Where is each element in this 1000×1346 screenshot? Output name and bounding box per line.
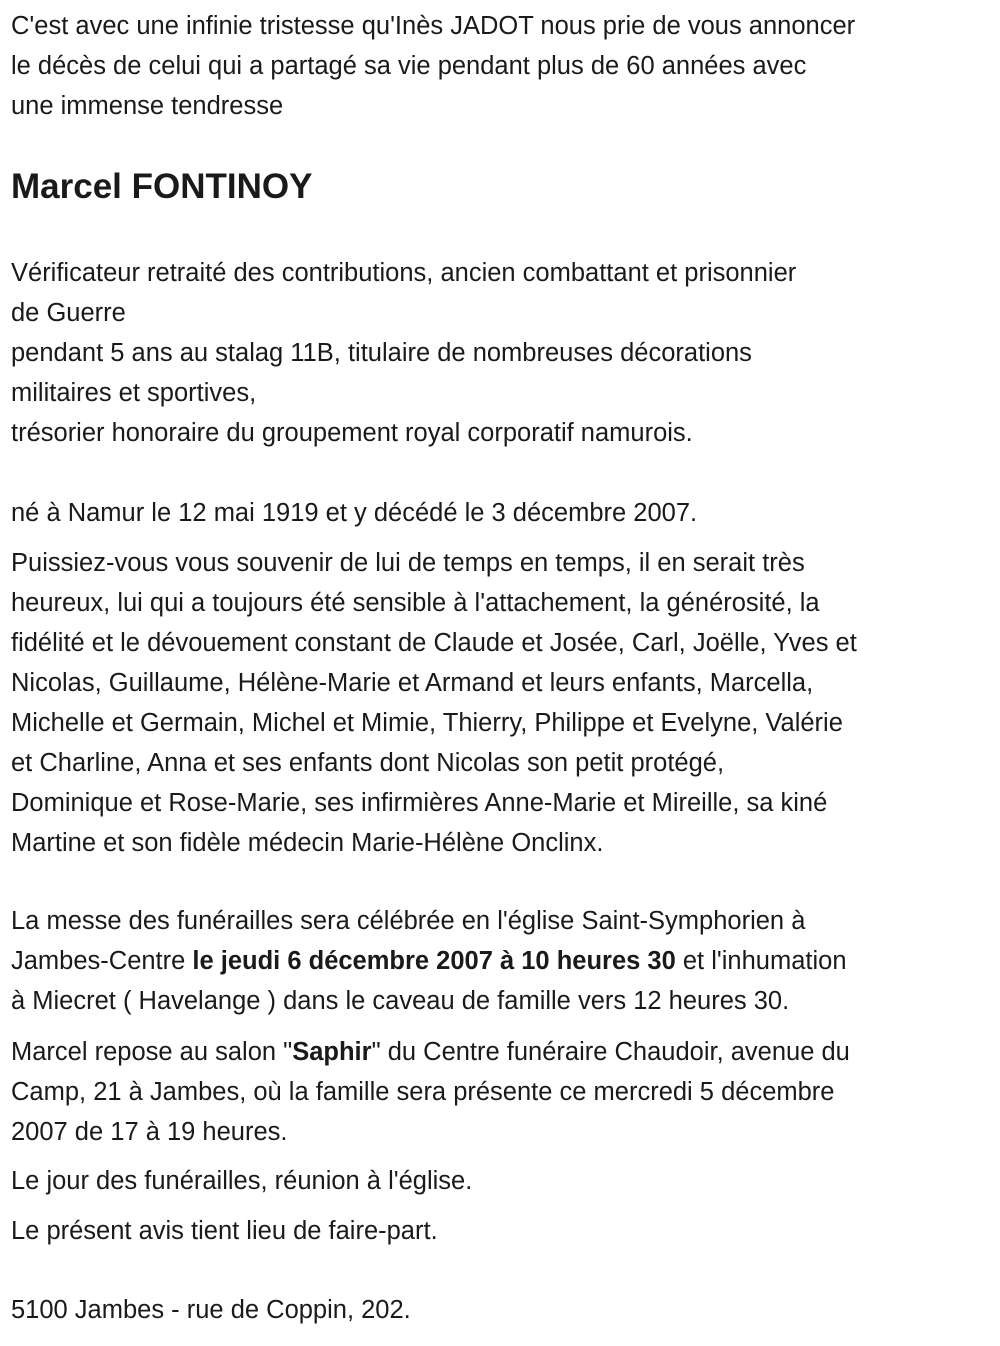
text-line: le décès de celui qui a partagé sa vie pendant plus de 60 années avec [11, 52, 807, 80]
text-line: pendant 5 ans au stalag 11B, titulaire de nombreuses décorations [11, 339, 752, 367]
text-line: Martine et son fidèle médecin Marie-Hélène Onclinx. [11, 829, 604, 857]
intro-paragraph [11, 6, 1000, 126]
text-line: heureux, lui qui a toujours été sensible à l'attachement, la générosité, la [11, 589, 820, 617]
text-segment: " du Centre funéraire Chaudoir, avenue du [371, 1038, 850, 1066]
funeral-paragraph [11, 901, 1000, 1021]
funeral-datetime: le jeudi 6 décembre 2007 à 10 heures 30 [192, 947, 676, 975]
dates-paragraph [11, 493, 1000, 533]
text-line: trésorier honoraire du groupement royal corporatif namurois. [11, 419, 693, 447]
bio-paragraph [11, 253, 1000, 453]
text-line: né à Namur le 12 mai 1919 et y décédé le 3 décembre 2007. [11, 499, 698, 527]
text-line: Le jour des funérailles, réunion à l'église. [11, 1167, 473, 1195]
text-line: une immense tendresse [11, 92, 284, 120]
remember-paragraph [11, 543, 1000, 863]
text-line: Le présent avis tient lieu de faire-part. [11, 1217, 438, 1245]
text-segment: Jambes-Centre [11, 947, 193, 975]
text-line: et Charline, Anna et ses enfants dont Nicolas son petit protégé, [11, 749, 725, 777]
salon-paragraph [11, 1032, 1000, 1152]
text-line: Michelle et Germain, Michel et Mimie, Thierry, Philippe et Evelyne, Valérie [11, 709, 843, 737]
address-paragraph [11, 1290, 1000, 1330]
text-line [11, 941, 1000, 981]
meeting-paragraph [11, 1161, 1000, 1201]
text-line: Nicolas, Guillaume, Hélène-Marie et Armand et leurs enfants, Marcella, [11, 669, 814, 697]
notice-paragraph [11, 1211, 1000, 1251]
text-line: La messe des funérailles sera célébrée en l'église Saint-Symphorien à [11, 907, 806, 935]
address: 5100 Jambes - rue de Coppin, 202. [11, 1296, 411, 1324]
text-line: C'est avec une infinie tristesse qu'Inès JADOT nous prie de vous annoncer [11, 12, 856, 40]
text-line: Vérificateur retraité des contributions, ancien combattant et prisonnier [11, 259, 797, 287]
text-line [11, 1032, 1000, 1072]
text-segment: et l'inhumation [675, 947, 847, 975]
text-line: militaires et sportives, [11, 379, 257, 407]
text-line: 2007 de 17 à 19 heures. [11, 1118, 288, 1146]
text-line: de Guerre [11, 299, 126, 327]
text-segment: Marcel repose au salon " [11, 1038, 293, 1066]
deceased-name: Marcel FONTINOY [11, 167, 313, 206]
text-line: fidélité et le dévouement constant de Claude et Josée, Carl, Joëlle, Yves et [11, 629, 857, 657]
text-line: Puissiez-vous vous souvenir de lui de temps en temps, il en serait très [11, 549, 805, 577]
text-line: à Miecret ( Havelange ) dans le caveau de famille vers 12 heures 30. [11, 987, 790, 1015]
text-line: Camp, 21 à Jambes, où la famille sera présente ce mercredi 5 décembre [11, 1078, 835, 1106]
text-line: Dominique et Rose-Marie, ses infirmières Anne-Marie et Mireille, sa kiné [11, 789, 828, 817]
salon-name: Saphir [292, 1038, 372, 1066]
